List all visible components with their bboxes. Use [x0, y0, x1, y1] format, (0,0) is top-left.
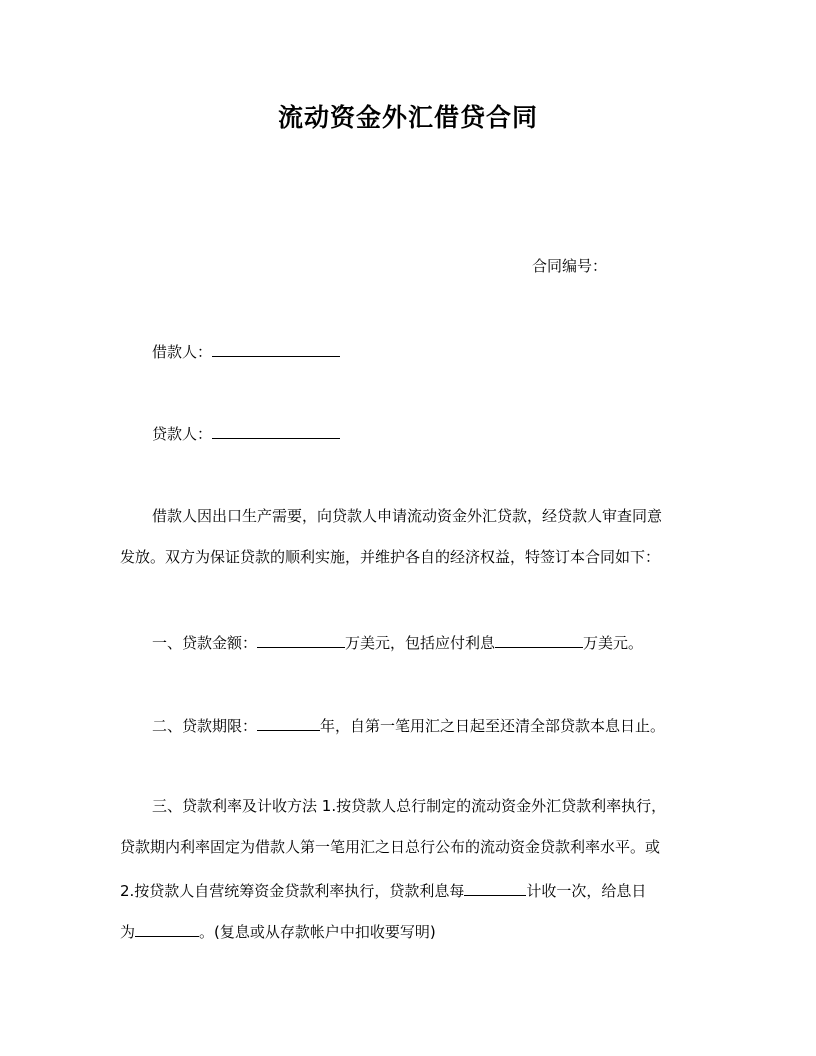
contract-number-label: 合同编号： [532, 257, 608, 275]
interest-date-blank [135, 919, 199, 937]
article-3-line-3 [120, 878, 646, 902]
article-3-line-3-suffix: 计收一次，给息日 [526, 882, 647, 900]
article-1-suffix: 万美元。 [583, 634, 644, 652]
borrower-blank [212, 339, 340, 357]
lender-line [152, 421, 340, 445]
article-2 [152, 713, 665, 737]
page-title: 流动资金外汇借贷合同 [277, 103, 538, 132]
article-3-line-1: 三、贷款利率及计收方法 1.按贷款人总行制定的流动资金外汇贷款利率执行， [152, 797, 667, 815]
loan-amount-blank [257, 630, 345, 648]
borrower-line [152, 339, 340, 363]
preamble-line-2: 发放。双方为保证贷款的顺利实施，并维护各自的经济权益，特签订本合同如下： [120, 548, 661, 566]
preamble-line-1: 借款人因出口生产需要，向贷款人申请流动资金外汇贷款，经贷款人审查同意 [152, 507, 663, 525]
article-2-suffix: 年，自第一笔用汇之日起至还清全部贷款本息日止。 [320, 717, 666, 735]
article-3-line-4-suffix: 。(复息或从存款帐户中扣收要写明) [199, 923, 436, 941]
interest-amount-blank [495, 630, 583, 648]
borrower-label: 借款人： [152, 343, 213, 361]
article-1 [152, 630, 643, 654]
interest-period-blank [464, 878, 526, 896]
lender-label: 贷款人： [152, 425, 213, 443]
loan-term-blank [257, 713, 320, 731]
article-3-line-3-prefix: 2.按贷款人自营统筹资金贷款利率执行，贷款利息每 [120, 882, 465, 900]
article-3-line-4 [120, 919, 436, 943]
article-3-line-4-prefix: 为 [120, 923, 136, 941]
article-1-prefix: 一、贷款金额： [152, 634, 258, 652]
article-3-line-2: 贷款期内利率固定为借款人第一笔用汇之日总行公布的流动资金贷款利率水平。或 [120, 838, 661, 856]
article-1-middle: 万美元，包括应付利息 [345, 634, 496, 652]
article-2-prefix: 二、贷款期限： [152, 717, 258, 735]
lender-blank [212, 421, 340, 439]
